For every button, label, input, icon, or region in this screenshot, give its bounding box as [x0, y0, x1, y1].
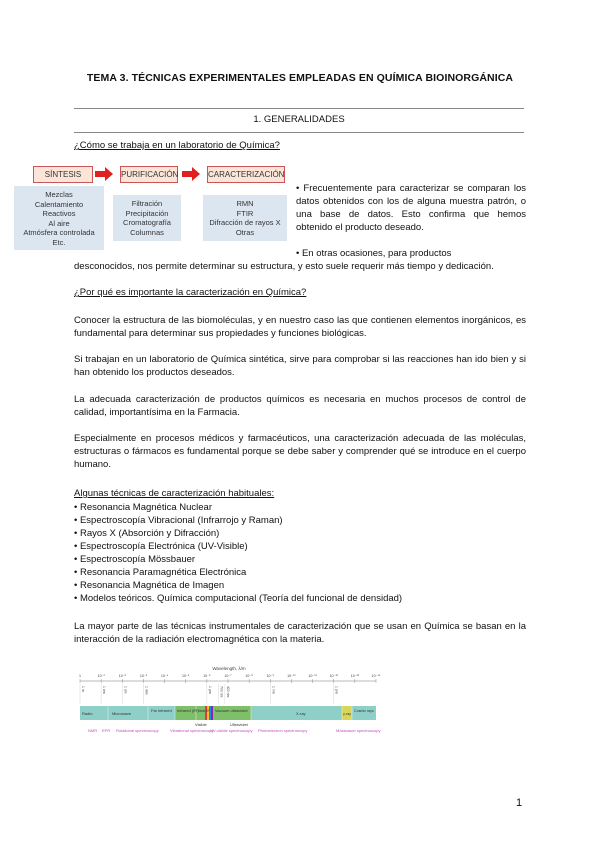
- list-item: Otras: [235, 227, 255, 237]
- spectrum-tick-label: 10⁻⁶: [203, 674, 211, 678]
- list-item: • Resonancia Paramagnética Electrónica: [74, 567, 247, 578]
- spectrum-axis-label: Wavelength, λ/m: [212, 666, 246, 671]
- page-number: 1: [516, 797, 523, 809]
- technique-label: Mössbauer spectroscopy: [336, 728, 381, 733]
- spectrum-tick-label: 10⁻¹⁰: [287, 674, 296, 678]
- spectrum-tick-label: 10⁻¹¹: [308, 674, 317, 678]
- technique-label: Rotational spectroscopy: [116, 728, 159, 733]
- list-item: • Espectroscopía Vibracional (Infrarrojo y Raman): [74, 515, 283, 526]
- list-item: Atmósfera controlada: [23, 228, 95, 237]
- technique-label: Photoelectron spectroscopy: [258, 728, 308, 733]
- paragraph-radiacion: La mayor parte de las técnicas instrumentales de caracterización que se usan en Química se basan en la interacción de la radiación electromagnética con la materia.: [74, 621, 526, 645]
- band-label: γ-ray: [343, 712, 351, 716]
- techniques-heading: Algunas técnicas de caracterización habituales:: [74, 488, 275, 499]
- list-item: Al aire: [48, 218, 70, 228]
- paragraph-biomoleculas: Conocer la estructura de las biomoléculas, y en nuestro caso las que contienen elementos inorgánicos, es fundamental para determinar sus propiedades y funciones biológicas.: [74, 315, 526, 339]
- paragraph-medicos: Especialmente en procesos médicos y farmacéuticos, una caracterización adecuada de las moléculas, estructuras o fármacos es fundamental porque se debe saber y comprender qué se introduce en el cuerpo humano.: [74, 433, 526, 470]
- list-item: • Espectroscopía Electrónica (UV-Visible): [74, 541, 248, 552]
- list-item: FTIR: [236, 208, 254, 218]
- spectrum-tick-label: 10⁻⁸: [245, 674, 253, 678]
- flow-list-purificacion: [113, 195, 181, 241]
- band-label: Cosmic rays: [354, 709, 374, 713]
- technique-label: EPR: [102, 728, 111, 733]
- technique-label: UV-visible spectroscopy: [210, 728, 253, 733]
- band-label: X-ray: [296, 711, 306, 716]
- band-label: Radio: [82, 711, 93, 716]
- band-label: Near IR: [198, 709, 210, 713]
- spectrum-tick-label: 10⁻⁷: [224, 674, 232, 678]
- bullet-desconocidos-end: desconocidos, nos permite determinar su estructura, y esto suele requerir más tiempo y dedicación.: [74, 261, 494, 272]
- spectrum-marker-label: 1 m: [81, 686, 85, 692]
- paragraph-calidad: La adecuada caracterización de productos químicos es necesaria en muchos procesos de control de calidad, importantísima en la Farmacia.: [74, 394, 526, 418]
- technique-label: Vibrational spectroscopy: [170, 728, 214, 733]
- spectrum-marker-label: 1 dm: [102, 686, 107, 694]
- list-item: Difracción de rayos X: [209, 218, 281, 227]
- spectrum-tick-label: 10⁻²: [118, 674, 126, 678]
- list-item: RMN: [236, 199, 254, 208]
- question-heading-2: ¿Por qué es importante la caracterización en Química?: [74, 287, 307, 298]
- list-item: Reactivos: [42, 209, 76, 218]
- flow-step-sintesis: SÍNTESIS: [33, 166, 93, 183]
- techniques-list: [74, 501, 402, 605]
- list-item: Columnas: [130, 227, 164, 237]
- spectrum-marker-label: 1 cm: [123, 686, 128, 694]
- spectrum-marker-label: 1 mm: [144, 686, 149, 695]
- section-rule-bottom: [74, 132, 524, 133]
- paragraph-sintetica: Si trabajan en un laboratorio de Química sintética, sirve para comprobar si las reacciones han ido bien y si han obtenido los productos deseados.: [74, 354, 526, 378]
- spectrum-marker-label: 1 pm: [334, 686, 339, 694]
- spectrum-marker-label: 420 nm: [225, 686, 230, 698]
- sub-label-ultraviolet: Ultraviolet: [230, 722, 248, 727]
- spectrum-marker-label: 700 nm: [219, 686, 224, 698]
- spectrum-tick-label: 10⁻¹³: [350, 674, 360, 678]
- spectrum-tick-label: 10⁻⁴: [160, 674, 169, 678]
- electromagnetic-spectrum-figure: [74, 664, 384, 754]
- spectrum-marker-label: 1 nm: [271, 686, 276, 694]
- spectrum-tick-label: 10⁻¹⁴: [371, 674, 381, 678]
- spectrum-tick-label: 10⁻³: [139, 674, 147, 678]
- section-rule-top: [74, 108, 524, 109]
- flow-step-purificacion: PURIFICACIÓN: [120, 166, 178, 183]
- spectrum-tick-label: 1: [79, 674, 81, 678]
- list-item: Cromatografía: [123, 218, 171, 227]
- spectrum-tick-label: 10⁻¹²: [329, 674, 338, 678]
- list-item: • Rayos X (Absorción y Difracción): [74, 528, 220, 539]
- list-item: Etc.: [52, 237, 66, 247]
- list-item: Precipitación: [125, 208, 169, 218]
- technique-label: NMR: [88, 728, 98, 733]
- band-label: Vacuum ultraviolet: [215, 708, 248, 713]
- sub-label-visible: Visible: [195, 722, 207, 727]
- section-heading: 1. GENERALIDADES: [253, 114, 345, 125]
- flow-step-caracterizacion: CARACTERIZACIÓN: [207, 166, 285, 183]
- list-item: Filtración: [131, 199, 163, 208]
- spectrum-tick-label: 10⁻⁹: [266, 674, 275, 678]
- band-label: Infrared (IR): [177, 708, 199, 713]
- band-label: Microwave: [112, 711, 132, 716]
- spectrum-marker-label: 1 μm: [207, 686, 212, 694]
- question-heading-1: ¿Cómo se trabaja en un laboratorio de Química?: [74, 140, 280, 151]
- flow-list-caracterizacion: [203, 195, 287, 241]
- list-item: • Resonancia Magnética Nuclear: [74, 502, 212, 513]
- document-title: TEMA 3. TÉCNICAS EXPERIMENTALES EMPLEADAS EN QUÍMICA BIOINORGÁNICA: [86, 72, 514, 84]
- bullet-comparacion: • Frecuentemente para caracterizar se comparan los datos obtenidos con los de alguna muestra patrón, o una base de datos. Esto confirma que hemos obtenido el producto deseado.: [296, 183, 526, 233]
- flow-list-sintesis: [14, 186, 104, 250]
- spectrum-ticks: [79, 674, 381, 704]
- spectrum-tick-label: 10⁻⁵: [182, 674, 190, 678]
- spectrum-visible-violet: [211, 706, 213, 720]
- list-item: • Modelos teóricos. Química computacional (Teoría del funcional de densidad): [74, 593, 403, 604]
- bullet-desconocidos-start: • En otras ocasiones, para productos: [296, 248, 452, 259]
- band-label: Far infrared: [151, 708, 172, 713]
- list-item: • Resonancia Magnética de Imagen: [74, 580, 225, 591]
- list-item: Calentamiento: [34, 199, 84, 209]
- list-item: Mezclas: [45, 190, 73, 199]
- spectrum-tick-label: 10⁻¹: [97, 674, 105, 678]
- list-item: • Espectroscopía Mössbauer: [74, 554, 196, 565]
